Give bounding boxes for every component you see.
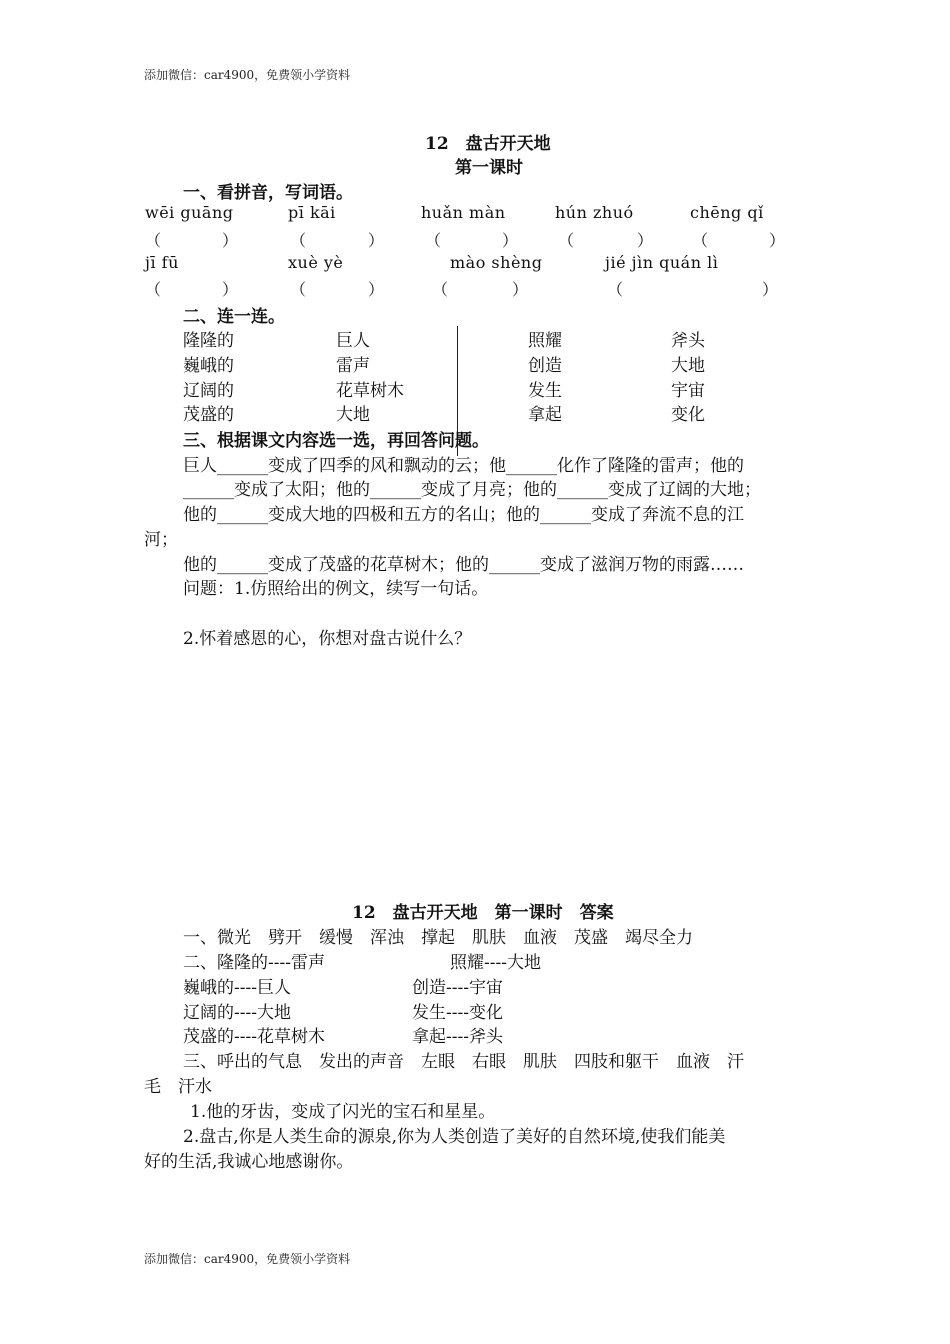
match-col1-1: 隆隆的 bbox=[183, 331, 234, 351]
answer-box-open: （ bbox=[432, 280, 449, 299]
match-col4-1: 斧头 bbox=[671, 331, 705, 351]
page-subtitle: 第一课时 bbox=[455, 158, 523, 178]
answer-box-close: ） bbox=[222, 280, 239, 299]
watermark-bottom: 添加微信：car4900，免费领小学资料 bbox=[144, 1252, 351, 1266]
match-col1-3: 辽阔的 bbox=[183, 381, 234, 401]
answer-box-open: （ bbox=[290, 280, 307, 299]
match-col2-1: 巨人 bbox=[336, 331, 370, 351]
answer-box-close: ） bbox=[368, 231, 385, 250]
match-col3-3: 发生 bbox=[528, 381, 562, 401]
pinyin-7: xuè yè bbox=[288, 253, 344, 272]
answer-q2-line2: 好的生活,我诚心地感谢你。 bbox=[144, 1152, 354, 1172]
match-col1-2: 巍峨的 bbox=[183, 356, 234, 376]
match-col4-4: 变化 bbox=[671, 405, 705, 425]
section3-heading: 三、根据课文内容选一选，再回答问题。 bbox=[183, 431, 489, 451]
pinyin-4: hún zhuó bbox=[555, 203, 634, 222]
match-col2-4: 大地 bbox=[336, 405, 370, 425]
watermark-top: 添加微信：car4900，免费领小学资料 bbox=[144, 68, 351, 82]
answer-box-close: ） bbox=[512, 280, 529, 299]
answer-box-close: ） bbox=[769, 231, 786, 250]
pinyin-8: mào shèng bbox=[450, 253, 543, 272]
answer-pair-right-2: 发生----变化 bbox=[412, 1003, 503, 1023]
answer-box-close: ） bbox=[637, 231, 654, 250]
answer-box-open: （ bbox=[145, 280, 162, 299]
match-col2-2: 雷声 bbox=[336, 356, 370, 376]
answer-box-open: （ bbox=[692, 231, 709, 250]
answer-box-open: （ bbox=[290, 231, 307, 250]
section1-heading: 一、看拼音，写词语。 bbox=[183, 183, 353, 203]
answer-box-open: （ bbox=[145, 231, 162, 250]
page-title: 12 盘古开天地 bbox=[425, 134, 551, 154]
answer-line-1: 一、微光 劈开 缓慢 浑浊 撑起 肌肤 血液 茂盛 竭尽全力 bbox=[183, 928, 693, 948]
match-col1-4: 茂盛的 bbox=[183, 405, 234, 425]
answer-q1: 1.他的牙齿，变成了闪光的宝石和星星。 bbox=[190, 1102, 496, 1122]
answer-line-2b: 照耀----大地 bbox=[450, 953, 541, 973]
passage-line-3: 他的______变成大地的四极和五方的名山；他的______变成了奔流不息的江 bbox=[183, 505, 744, 525]
answer-pair-left-3: 茂盛的----花草树木 bbox=[183, 1027, 325, 1047]
answer-pair-right-1: 创造----宇宙 bbox=[412, 978, 503, 998]
answer-pair-left-1: 巍峨的----巨人 bbox=[183, 978, 291, 998]
match-col4-3: 宇宙 bbox=[671, 381, 705, 401]
passage-line-5: 他的______变成了茂盛的花草树木；他的______变成了滋润万物的雨露…… bbox=[183, 555, 744, 575]
pinyin-5: chēng qǐ bbox=[690, 203, 764, 222]
pinyin-6: jī fū bbox=[145, 253, 179, 272]
answer-box-close: ） bbox=[222, 231, 239, 250]
answer-box-open: （ bbox=[558, 231, 575, 250]
match-col4-2: 大地 bbox=[671, 356, 705, 376]
question-2: 2.怀着感恩的心，你想对盘古说什么？ bbox=[183, 629, 472, 649]
answer-box-close: ） bbox=[762, 280, 779, 299]
match-col2-3: 花草树木 bbox=[336, 381, 404, 401]
pinyin-9: jié jìn quán lì bbox=[605, 253, 719, 272]
section2-heading: 二、连一连。 bbox=[183, 307, 285, 327]
pinyin-1: wēi guāng bbox=[145, 203, 234, 222]
answer-box-open: （ bbox=[607, 280, 624, 299]
question-1: 问题：1.仿照给出的例文，续写一句话。 bbox=[183, 579, 489, 599]
answers-title: 12 盘古开天地 第一课时 答案 bbox=[352, 903, 614, 923]
pinyin-3: huǎn màn bbox=[421, 203, 506, 222]
match-col3-1: 照耀 bbox=[528, 331, 562, 351]
answer-q2-line1: 2.盘古,你是人类生命的源泉,你为人类创造了美好的自然环境,使我们能美 bbox=[183, 1127, 726, 1147]
passage-line-2: ______变成了太阳；他的______变成了月亮；他的______变成了辽阔的大地； bbox=[183, 480, 761, 500]
answer-box-open: （ bbox=[425, 231, 442, 250]
passage-line-4: 河； bbox=[144, 530, 178, 550]
answer-pair-right-3: 拿起----斧头 bbox=[412, 1027, 503, 1047]
answer-box-close: ） bbox=[502, 231, 519, 250]
answer-line-3b: 毛 汗水 bbox=[144, 1077, 212, 1097]
match-col3-4: 拿起 bbox=[528, 405, 562, 425]
pinyin-2: pī kāi bbox=[288, 203, 336, 222]
answer-pair-left-2: 辽阔的----大地 bbox=[183, 1003, 291, 1023]
answer-box-close: ） bbox=[368, 280, 385, 299]
answer-line-3a: 三、呼出的气息 发出的声音 左眼 右眼 肌肤 四肢和躯干 血液 汗 bbox=[183, 1052, 744, 1072]
match-col3-2: 创造 bbox=[528, 356, 562, 376]
passage-line-1: 巨人______变成了四季的风和飘动的云；他______化作了隆隆的雷声；他的 bbox=[183, 456, 744, 476]
answer-line-2a: 二、隆隆的----雷声 bbox=[183, 953, 325, 973]
